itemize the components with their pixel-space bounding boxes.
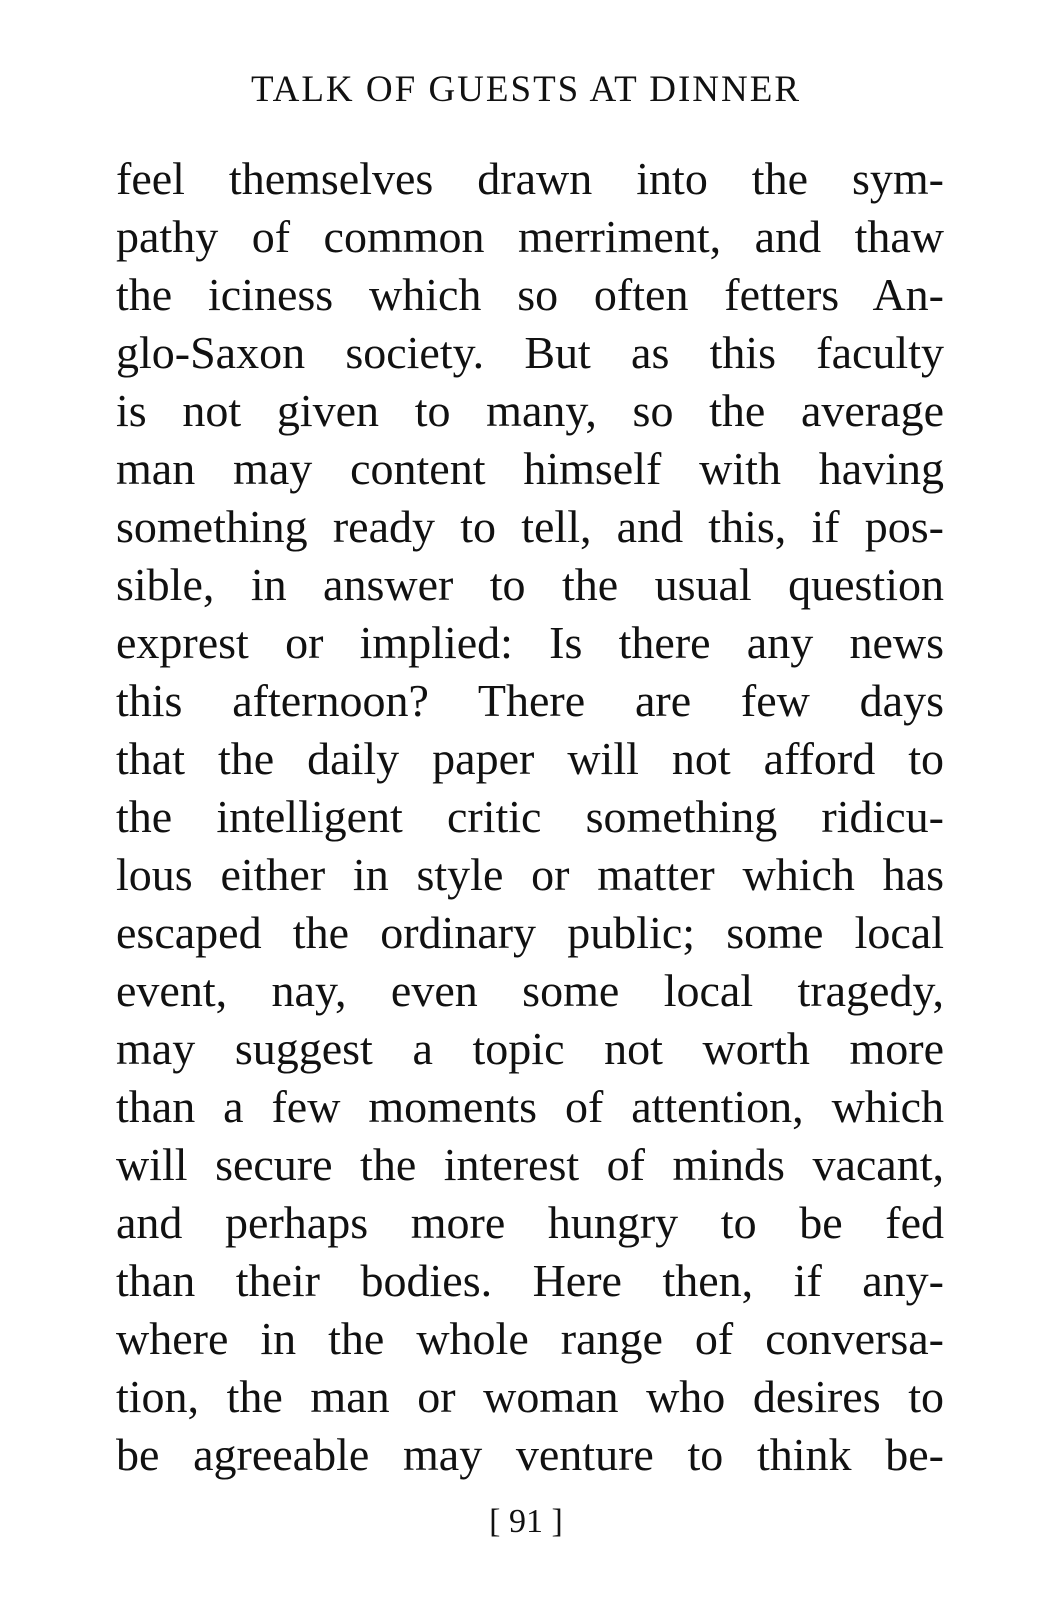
page-number: [ 91 ]: [489, 1503, 563, 1540]
text-line: exprest or implied: Is there any news: [116, 617, 944, 668]
text-line: will secure the interest of minds vacant,: [116, 1139, 944, 1190]
text-line: man may content himself with having: [116, 443, 944, 494]
text-line: where in the whole range of conversa-: [116, 1313, 944, 1364]
text-line: than their bodies. Here then, if any-: [116, 1255, 944, 1306]
body-text: [116, 150, 944, 1484]
text-line: feel themselves drawn into the sym-: [116, 153, 944, 204]
text-line: lous either in style or matter which has: [116, 849, 944, 900]
text-line: escaped the ordinary public; some local: [116, 907, 944, 958]
text-line: sible, in answer to the usual question: [116, 559, 944, 610]
text-line: than a few moments of attention, which: [116, 1081, 944, 1132]
text-line: event, nay, even some local tragedy,: [116, 965, 944, 1016]
text-line: the iciness which so often fetters An-: [116, 269, 944, 320]
text-line: this afternoon? There are few days: [116, 675, 944, 726]
text-line: may suggest a topic not worth more: [116, 1023, 944, 1074]
text-line: and perhaps more hungry to be fed: [116, 1197, 944, 1248]
text-line: is not given to many, so the average: [116, 385, 944, 436]
text-line: tion, the man or woman who desires to: [116, 1371, 944, 1422]
text-line: something ready to tell, and this, if pos-: [116, 501, 944, 552]
running-head: TALK OF GUESTS AT DINNER: [250, 69, 802, 110]
text-line: be agreeable may venture to think be-: [116, 1429, 944, 1480]
text-line: the intelligent critic something ridicu-: [116, 791, 944, 842]
text-line: pathy of common merriment, and thaw: [116, 211, 944, 262]
text-line: glo-Saxon society. But as this faculty: [116, 327, 944, 378]
text-line: that the daily paper will not afford to: [116, 733, 944, 784]
